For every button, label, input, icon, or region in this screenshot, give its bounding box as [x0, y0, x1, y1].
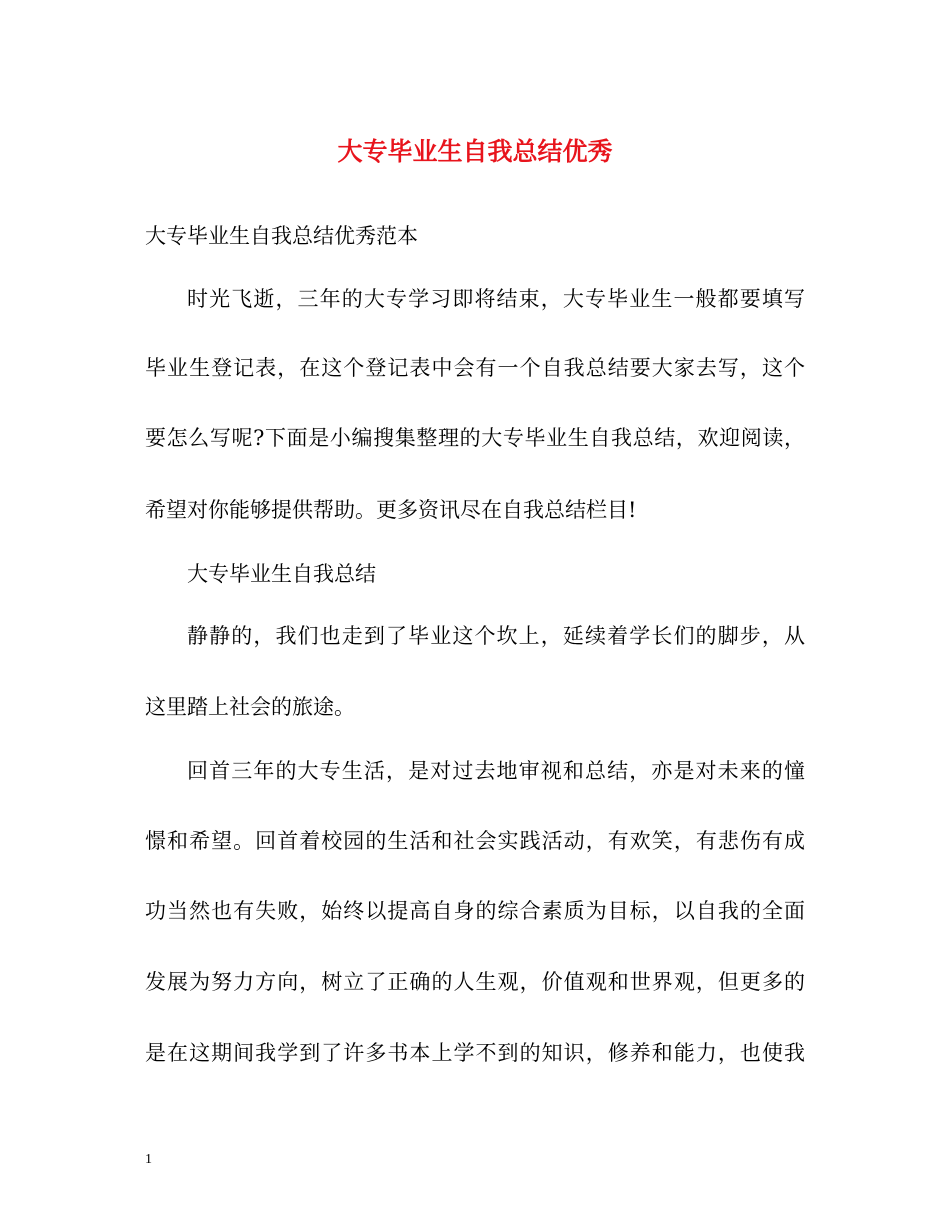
paragraph-line: 要怎么写呢?下面是小编搜集整理的大专毕业生自我总结，欢迎阅读， [145, 426, 805, 450]
page-title: 大专毕业生自我总结优秀 [337, 137, 613, 166]
paragraph-line: 回首三年的大专生活，是对过去地审视和总结，亦是对未来的憧 [187, 759, 805, 783]
subtitle-line: 大专毕业生自我总结优秀范本 [145, 224, 418, 248]
page-number: 1 [145, 1152, 152, 1167]
paragraph-line: 功当然也有失败，始终以提高自身的综合素质为目标，以自我的全面 [145, 899, 805, 923]
paragraph-line: 是在这期间我学到了许多书本上学不到的知识，修养和能力，也使我 [145, 1041, 805, 1065]
section-heading: 大专毕业生自我总结 [187, 562, 376, 586]
paragraph-line: 希望对你能够提供帮助。更多资讯尽在自我总结栏目! [145, 498, 637, 522]
paragraph-line: 发展为努力方向，树立了正确的人生观，价值观和世界观，但更多的 [145, 970, 805, 994]
paragraph-line: 毕业生登记表，在这个登记表中会有一个自我总结要大家去写，这个 [145, 356, 805, 380]
paragraph-line: 静静的，我们也走到了毕业这个坎上，延续着学长们的脚步，从 [187, 624, 805, 648]
paragraph-line: 憬和希望。回首着校园的生活和社会实践活动，有欢笑，有悲伤有成 [145, 829, 805, 853]
paragraph-line: 这里踏上社会的旅途。 [145, 695, 355, 719]
paragraph-line: 时光飞逝，三年的大专学习即将结束，大专毕业生一般都要填写 [187, 287, 805, 311]
